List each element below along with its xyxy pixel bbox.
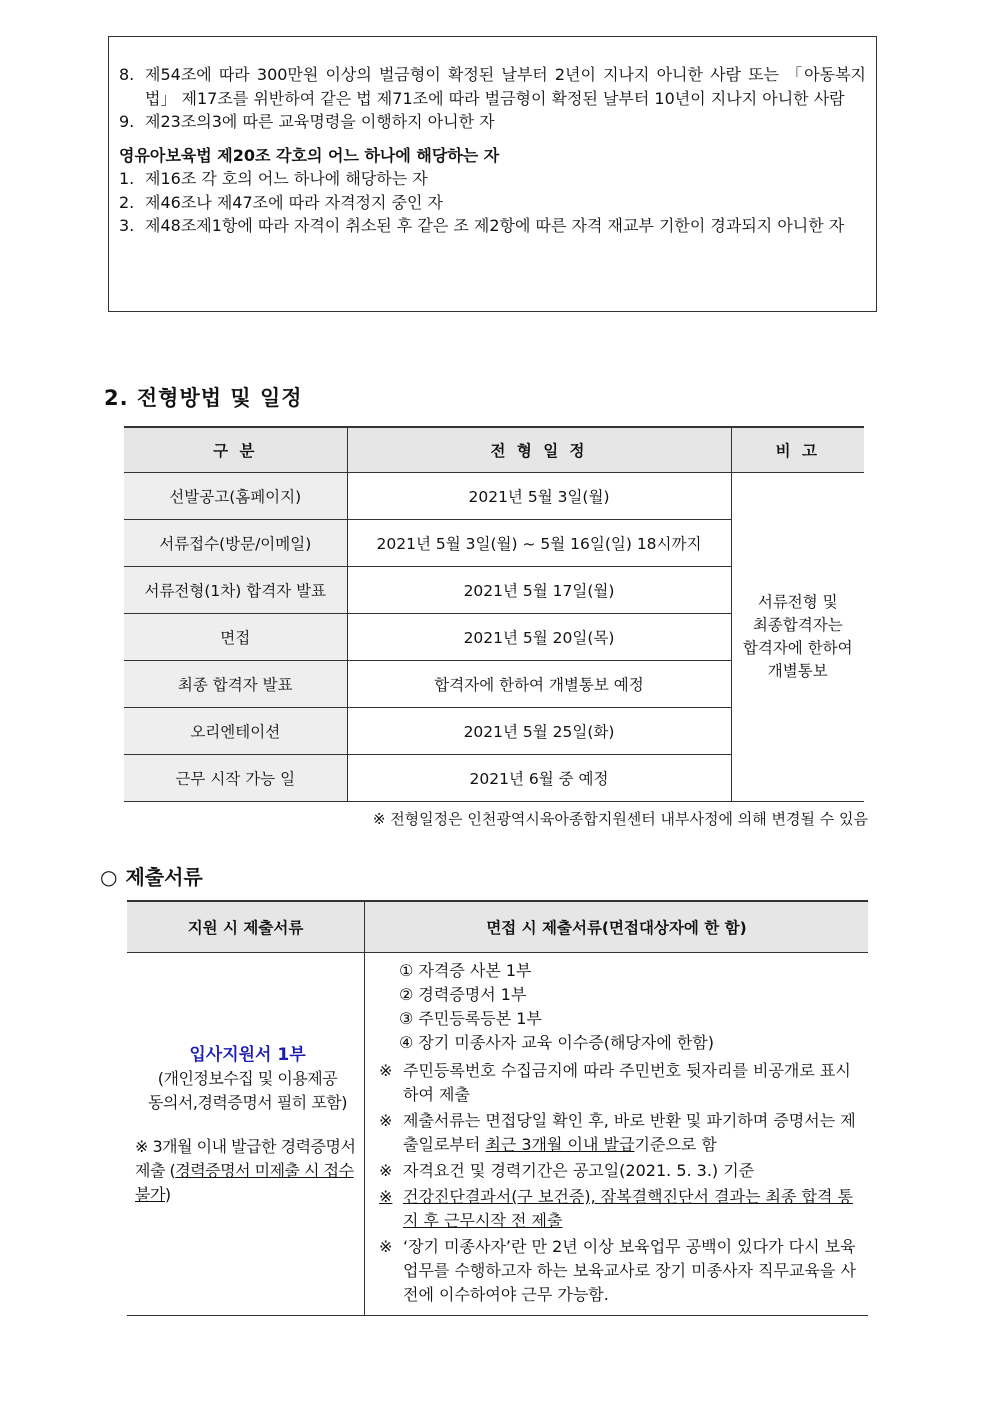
note-item [379, 1235, 860, 1307]
note-text: 건강진단결과서(구 보건증), 잠복결핵진단서 결과는 최종 합격 통지 후 근무시작 전 제출 [403, 1187, 853, 1230]
schedule-table [124, 426, 864, 802]
apply-doc-sub: 동의서,경력증명서 필히 포함) [148, 1093, 347, 1112]
note-text: ‘장기 미종사자’란 만 2년 이상 보육업무 공백이 있다가 다시 보육업무를 수행하고자 하는 보육교사로 장기 미종사자 직무교육을 사전에 이수하여야 근무 가능함. [403, 1237, 856, 1304]
note-mark: ※ [379, 1061, 393, 1080]
note-text-part: 기준으로 함 [634, 1135, 717, 1154]
item-number: 3. [119, 216, 135, 235]
note-mark: ※ [379, 1111, 393, 1130]
box-subheading: 영유아보육법 제20조 각호의 어느 하나에 해당하는 자 [119, 145, 500, 165]
list-item: ② 경력증명서 1부 [399, 985, 527, 1004]
row-date: 2021년 5월 25일(화) [347, 708, 731, 755]
row-label: 최종 합격자 발표 [124, 661, 347, 708]
documents-title [100, 861, 203, 890]
header-schedule: 전 형 일 정 [347, 427, 731, 473]
disqualification-box [108, 36, 877, 312]
note-text: 주민등록번호 수집금지에 따라 주민번호 뒷자리를 비공개로 표시하여 제출 [403, 1061, 851, 1104]
remarks-line: 합격자에 한하여 [742, 639, 853, 657]
note-item [379, 1109, 860, 1157]
apply-docs-cell [127, 953, 365, 1316]
list-item [119, 191, 866, 215]
row-label: 오리엔테이션 [124, 708, 347, 755]
item-text: 제16조 각 호의 어느 하나에 해당하는 자 [145, 169, 428, 188]
item-text: 제48조제1항에 따라 자격이 취소된 후 같은 조 제2항에 따른 자격 재교부 기한이 경과되지 아니한 자 [145, 216, 845, 235]
table-row [124, 473, 864, 520]
row-label: 면접 [124, 614, 347, 661]
row-label: 선발공고(홈페이지) [124, 473, 347, 520]
note-text: 자격요건 및 경력기간은 공고일(2021. 5. 3.) 기준 [403, 1161, 755, 1180]
schedule-note: ※ 전형일정은 인천광역시육아종합지원센터 내부사정에 의해 변경될 수 있음 [372, 810, 868, 828]
documents-table [127, 900, 868, 1316]
header-category: 구 분 [124, 427, 347, 473]
remarks-line: 최종합격자는 [752, 616, 843, 634]
note-mark: ※ [379, 1187, 393, 1206]
note-underlined: 최근 3개월 이내 발급 [485, 1135, 635, 1154]
interview-docs-cell [365, 953, 869, 1316]
list-item: ① 자격증 사본 1부 [399, 961, 532, 980]
list-item [119, 110, 866, 134]
item-text: 제23조의3에 따른 교육명령을 이행하지 아니한 자 [145, 112, 495, 131]
list-item [119, 167, 866, 191]
list-item: ④ 장기 미종사자 교육 이수증(해당자에 한함) [399, 1033, 715, 1052]
note-item [379, 1059, 860, 1107]
apply-doc-sub: (개인정보수집 및 이용제공 [157, 1069, 338, 1088]
row-date: 2021년 6월 중 예정 [347, 755, 731, 802]
section-title: 2. 전형방법 및 일정 [104, 386, 303, 410]
row-label: 서류전형(1차) 합격자 발표 [124, 567, 347, 614]
table-row [127, 953, 868, 1316]
remarks-cell [731, 473, 864, 802]
note-item [379, 1185, 860, 1233]
item-number: 8. [119, 65, 135, 84]
note-underlined: 경력증명서 미제출 시 접수 불가 [135, 1161, 354, 1204]
item-number: 9. [119, 112, 135, 131]
row-date: 2021년 5월 20일(목) [347, 614, 731, 661]
remarks-line: 서류전형 및 [757, 593, 838, 611]
table-header-row [127, 901, 868, 953]
item-text: 제54조에 따라 300만원 이상의 벌금형이 확정된 날부터 2년이 지나지 아니한 사람 또는 「아동복지법」 제17조를 위반하여 같은 법 제71조에 따라 벌금형이 확정된 날부터 10년이 지나지 아니한 사람 [145, 65, 866, 108]
list-item [119, 63, 866, 110]
apply-doc-note [135, 1135, 360, 1207]
header-interview-docs: 면접 시 제출서류(면접대상자에 한 함) [365, 901, 869, 953]
apply-doc-title: 입사지원서 1부 [189, 1045, 306, 1065]
note-text: ※ 3개월 이내 발급한 경력증명서 제출 ( [135, 1137, 356, 1180]
note-mark: ※ [379, 1161, 393, 1180]
note-item [379, 1159, 860, 1183]
list-item: ③ 주민등록등본 1부 [399, 1009, 542, 1028]
note-text-part: 제출서류는 면접당일 확인 후, 바로 반환 및 파기하며 증명서는 제출일로부터 [403, 1111, 856, 1154]
documents-title-text: 제출서류 [125, 865, 203, 889]
header-remarks: 비 고 [731, 427, 864, 473]
item-number: 1. [119, 169, 135, 188]
note-mark: ※ [379, 1237, 393, 1256]
item-text: 제46조나 제47조에 따라 자격정지 중인 자 [145, 192, 443, 212]
row-date: 2021년 5월 3일(월) [347, 473, 731, 520]
row-date: 합격자에 한하여 개별통보 예정 [347, 661, 731, 708]
item-number: 2. [119, 192, 135, 212]
table-header-row [124, 427, 864, 473]
note-text [403, 1109, 860, 1157]
row-date: 2021년 5월 3일(월) ~ 5월 16일(일) 18시까지 [347, 520, 731, 567]
row-date: 2021년 5월 17일(월) [347, 567, 731, 614]
remarks-line: 개별통보 [767, 662, 828, 680]
row-label: 근무 시작 가능 일 [124, 755, 347, 802]
row-label: 서류접수(방문/이메일) [124, 520, 347, 567]
header-apply-docs: 지원 시 제출서류 [127, 901, 365, 953]
list-item [119, 214, 866, 238]
note-text: ) [164, 1185, 171, 1204]
circle-bullet-icon: ○ [100, 865, 118, 889]
